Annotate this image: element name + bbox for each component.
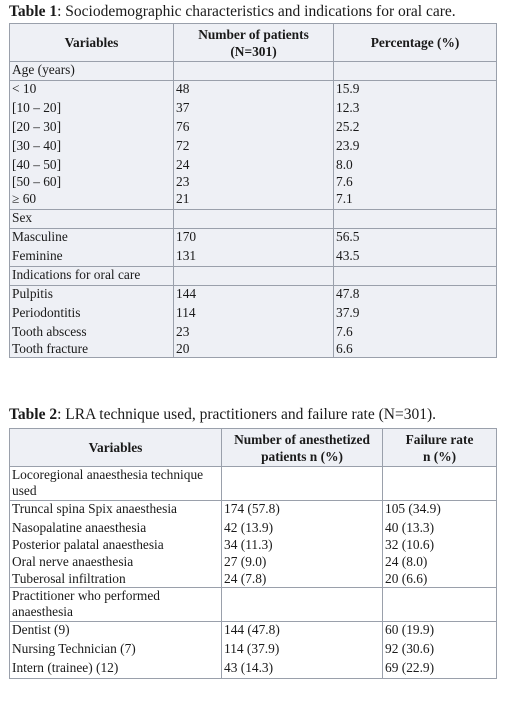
table-row: Posterior palatal anaesthesia 34 (11.3) 32 (10.6) [10, 537, 497, 554]
table-row: ≥ 60 21 7.1 [10, 191, 497, 210]
table-row: Feminine 131 43.5 [10, 248, 497, 267]
table-cell-label: Pulpitis [10, 286, 174, 305]
table-row: Tooth abscess 23 7.6 [10, 324, 497, 341]
table-cell-label: [40 – 50] [10, 157, 174, 174]
table1-header-variables: Variables [10, 24, 174, 62]
table-cell-label: Truncal spina Spix anaesthesia [10, 501, 222, 520]
table-row: Dentist (9) 144 (47.8) 60 (19.9) [10, 622, 497, 641]
table-cell-label: Posterior palatal anaesthesia [10, 537, 222, 554]
table-cell-label: Sex [10, 210, 174, 229]
table-cell-label: Age (years) [10, 62, 174, 81]
table-row [10, 62, 497, 81]
table-cell-label: Tooth fracture [10, 341, 174, 358]
table-cell-label: Nasopalatine anaesthesia [10, 520, 222, 537]
table2-header-row [10, 429, 497, 467]
table-cell-label: Masculine [10, 229, 174, 248]
table1-caption: Table 1: Sociodemographic characteristics and indications for oral care. [9, 3, 456, 20]
table2-header-number: Number of anesthetized patients n (%) [222, 429, 383, 467]
table-row [10, 210, 497, 229]
table-cell-label: Periodontitis [10, 305, 174, 324]
table-cell-label: Oral nerve anaesthesia [10, 554, 222, 571]
table-cell-label: Nursing Technician (7) [10, 641, 222, 660]
table-row: < 10 48 15.9 [10, 81, 497, 100]
table-cell-label: [10 – 20] [10, 100, 174, 119]
table-cell-label: Feminine [10, 248, 174, 267]
table-row: [50 – 60] 23 7.6 [10, 174, 497, 191]
table-cell-label: [20 – 30] [10, 119, 174, 138]
table-row: Oral nerve anaesthesia 27 (9.0) 24 (8.0) [10, 554, 497, 571]
table-cell-label: ≥ 60 [10, 191, 174, 210]
table-cell-label: Locoregional anaesthesia technique used [10, 467, 222, 501]
table-row: [40 – 50] 24 8.0 [10, 157, 497, 174]
table-cell-label: Dentist (9) [10, 622, 222, 641]
table-row [10, 267, 497, 286]
table-row [10, 588, 497, 622]
table2-header-failure: Failure rate n (%) [383, 429, 497, 467]
table-row: [10 – 20] 37 12.3 [10, 100, 497, 119]
table1-header-percentage: Percentage (%) [334, 24, 497, 62]
table-row: Nursing Technician (7) 114 (37.9) 92 (30.6) [10, 641, 497, 660]
table-row: Truncal spina Spix anaesthesia 174 (57.8) 105 (34.9) [10, 501, 497, 520]
table1-header-number: Number of patients (N=301) [174, 24, 334, 62]
table2-header-variables: Variables [10, 429, 222, 467]
table-cell-label: [30 – 40] [10, 138, 174, 157]
table-cell-label: [50 – 60] [10, 174, 174, 191]
table-row: Periodontitis 114 37.9 [10, 305, 497, 324]
table2-caption: Table 2: LRA technique used, practitioners and failure rate (N=301). [9, 406, 437, 423]
table-row: Tooth fracture 20 6.6 [10, 341, 497, 358]
table-cell-label: Tooth abscess [10, 324, 174, 341]
table2 [9, 428, 497, 679]
table-row: Intern (trainee) (12) 43 (14.3) 69 (22.9) [10, 660, 497, 679]
table-row: Tuberosal infiltration 24 (7.8) 20 (6.6) [10, 571, 497, 588]
table1 [9, 23, 497, 358]
table-row: Nasopalatine anaesthesia 42 (13.9) 40 (13.3) [10, 520, 497, 537]
table-cell-label: Intern (trainee) (12) [10, 660, 222, 679]
table-cell-label: Practitioner who performed anaesthesia [10, 588, 222, 622]
table-row: Pulpitis 144 47.8 [10, 286, 497, 305]
table-cell-label: < 10 [10, 81, 174, 100]
table-row [10, 467, 497, 501]
table1-header-row [10, 24, 497, 62]
table-row: [30 – 40] 72 23.9 [10, 138, 497, 157]
table-cell-label: Indications for oral care [10, 267, 174, 286]
table-row: [20 – 30] 76 25.2 [10, 119, 497, 138]
table-cell-label: Tuberosal infiltration [10, 571, 222, 588]
table-row: Masculine 170 56.5 [10, 229, 497, 248]
